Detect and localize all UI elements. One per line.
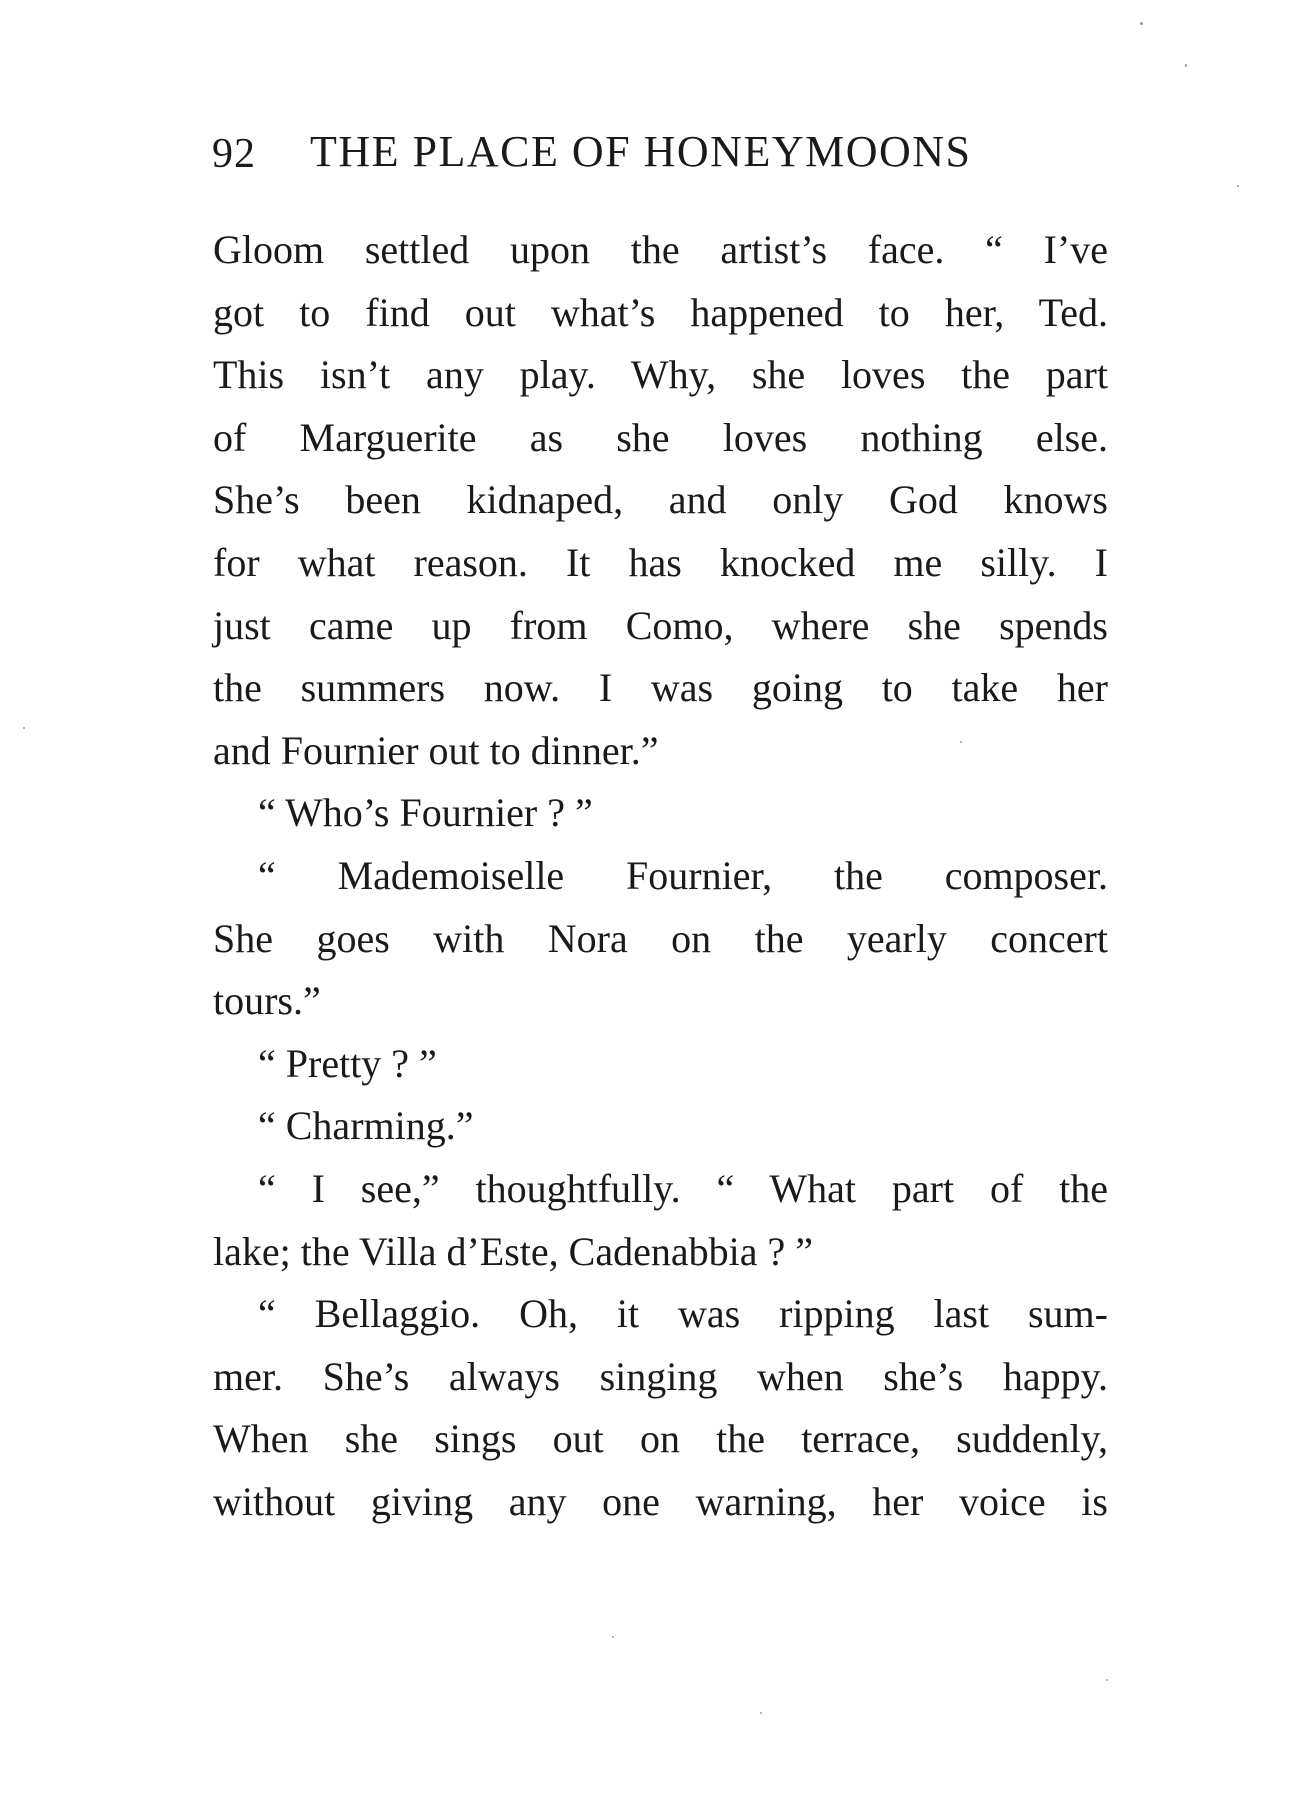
text-line: She goes with Nora on the yearly concert [213,915,1108,961]
text-line: lake; the Villa d’Este, Cadenabbia ? ” [213,1228,813,1274]
text-line: without giving any one warning, her voice is [213,1478,1108,1524]
body-text [213,219,1108,1533]
text-line: “ Bellaggio. Oh, it was ripping last sum- [258,1291,1108,1337]
text-line: She’s been kidnaped, and only God knows [213,477,1108,523]
page-number: 92 [212,131,256,177]
text-line: This isn’t any play. Why, she loves the part [213,352,1108,398]
text-line: “ Pretty ? ” [258,1040,437,1086]
text-line: for what reason. It has knocked me silly. I [213,539,1108,585]
scan-speck [960,741,962,743]
text-line: “ Who’s Fournier ? ” [258,790,593,836]
text-line: mer. She’s always singing when she’s happy. [213,1353,1108,1399]
scan-speck [1185,64,1187,67]
text-line: Gloom settled upon the artist’s face. “ I’ve [213,227,1108,272]
running-head [212,126,1062,186]
text-line: “ I see,” thoughtfully. “ What part of the [258,1165,1108,1211]
text-line: just came up from Como, where she spends [213,602,1108,648]
text-line: and Fournier out to dinner.” [213,727,659,773]
running-title: THE PLACE OF HONEYMOONS [310,127,972,176]
text-line: “ Mademoiselle Fournier, the composer. [258,852,1108,898]
text-line: got to find out what’s happened to her, Ted. [213,289,1108,335]
scan-speck [1106,1679,1108,1681]
text-line: tours.” [213,978,321,1024]
scan-speck [1237,185,1239,187]
scan-speck [612,1636,614,1638]
scan-speck [760,1712,762,1714]
scan-speck [1140,22,1143,25]
text-line: the summers now. I was going to take her [213,665,1108,711]
text-line: “ Charming.” [258,1103,474,1149]
scan-speck [23,727,25,729]
text-line: When she sings out on the terrace, suddenly, [213,1416,1108,1462]
text-line: of Marguerite as she loves nothing else. [213,414,1108,460]
